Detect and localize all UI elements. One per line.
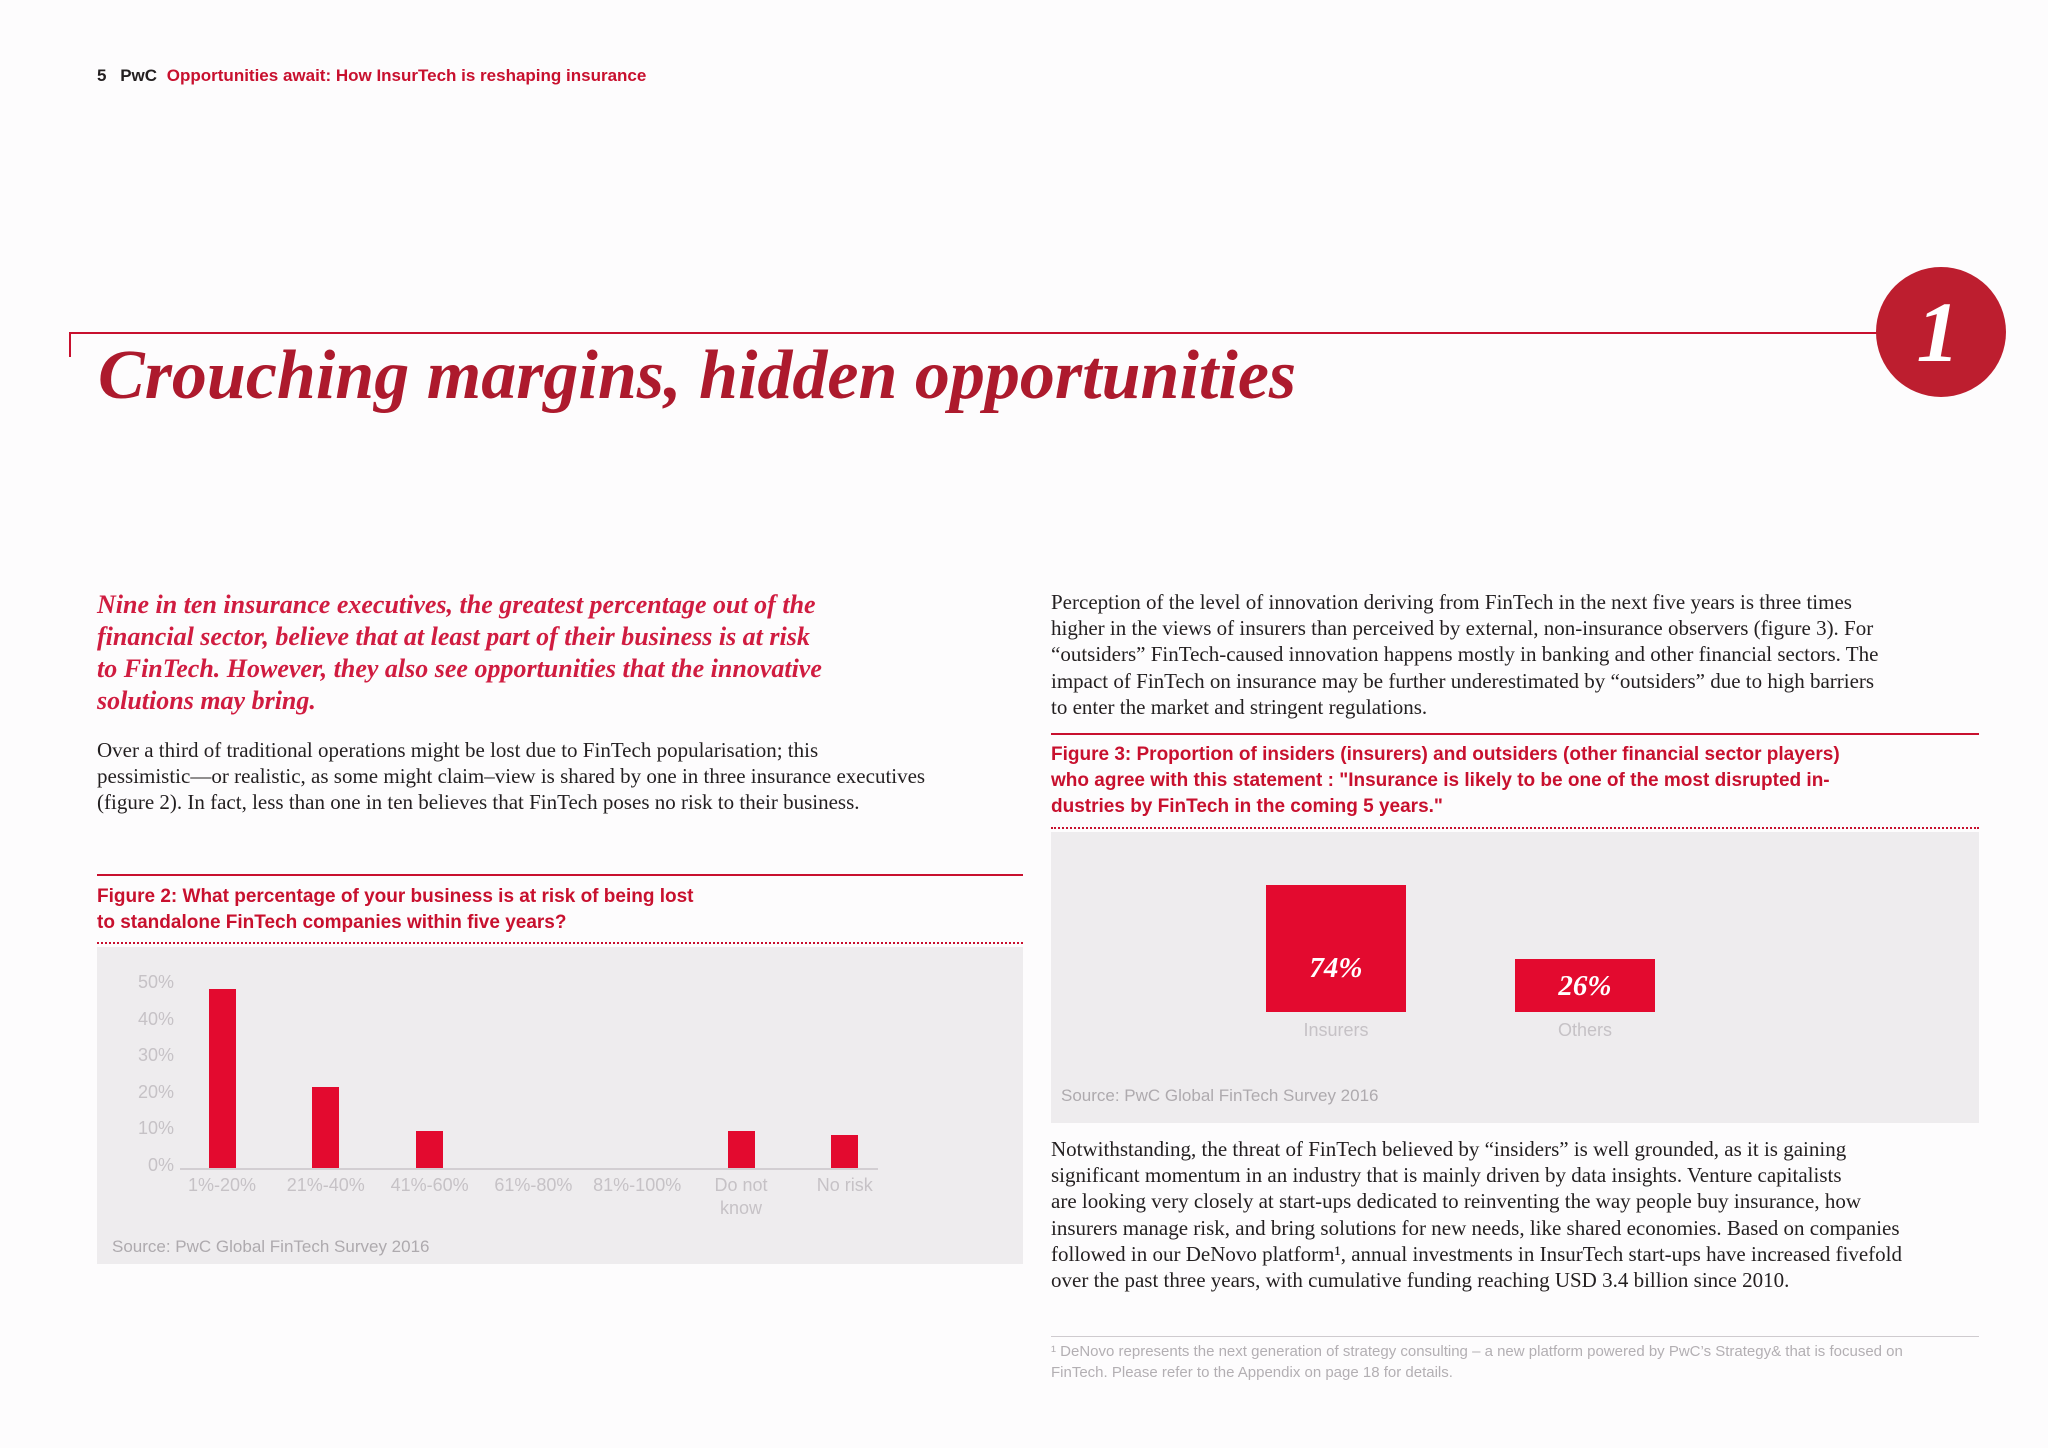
x-category-label: 1%-20% [187,1175,257,1195]
y-axis-tick-label: 20% [137,1081,174,1102]
running-header [97,65,646,87]
right-body-paragraph [1051,1136,1902,1293]
lead-line: to FinTech. However, they also see opportunities that the innovative [97,654,822,683]
body-line: impact of FinTech on insurance may be further underestimated by “outsiders” due to high barriers [1051,668,1875,693]
body-line: insurers manage risk, and bring solutions for new needs, like shared economies. Based on companies [1051,1215,1900,1240]
y-axis-tick-label: 50% [137,972,174,992]
footnote-rule [1051,1336,1979,1337]
body-line: “outsiders” FinTech-caused innovation happens mostly in banking and other financial sectors. The [1051,642,1879,667]
figure-3-title [1051,742,1840,820]
x-category-label: 41%-60% [390,1175,469,1195]
publication-title: Opportunities await: How InsurTech is reshaping insurance [166,66,647,85]
figure-title-line: who agree with this statement : "Insurance is likely to be one of the most disrupted in- [1051,770,1830,791]
x-category-label: Others [1557,1020,1613,1040]
lead-line: financial sector, believe that at least part of their business is at risk [97,622,810,651]
value-label: 74% [1309,952,1363,984]
body-line: significant momentum in an industry that is mainly driven by data insights. Venture capitalists [1051,1163,1842,1188]
chapter-rule-tick [69,332,71,357]
lead-paragraph [97,589,822,717]
figure-2-source: Source: PwC Global FinTech Survey 2016 [112,1237,430,1256]
x-category-label: 81%-100% [593,1175,682,1195]
chapter-number-badge [1876,267,2006,397]
bar-1-20 [209,989,236,1168]
figure-3-source: Source: PwC Global FinTech Survey 2016 [1061,1086,1379,1105]
y-axis-tick-label: 0% [147,1155,174,1175]
body-line: over the past three years, with cumulative funding reaching USD 3.4 billion since 2010. [1051,1268,1790,1293]
page-number: 5 [97,66,107,85]
bar-insurers [1266,885,1406,1012]
x-category-label: 61%-80% [494,1175,573,1195]
figure-3-dotted-rule [1051,827,1979,829]
footnote-line: FinTech. Please refer to the Appendix on page 18 for details. [1051,1364,1453,1381]
chapter-number: 1 [1916,284,1960,380]
body-line: are looking very closely at start-ups dedicated to reinventing the way people buy insurance, how [1051,1189,1861,1214]
x-category-label: Insurers [1303,1020,1369,1040]
figure-title-line: Figure 2: What percentage of your business is at risk of being lost [97,886,694,907]
y-axis-tick-label: 10% [137,1118,174,1139]
body-line: to enter the market and stringent regulations. [1051,694,1428,719]
body-line: (figure 2). In fact, less than one in ten believes that FinTech poses no risk to their business. [97,790,860,814]
body-line: higher in the views of insurers than perceived by external, non-insurance observers (figure 3). For [1051,616,1874,641]
footnote-line: ¹ DeNovo represents the next generation of strategy consulting – a new platform powered by PwC’s Strategy& that is focused on [1051,1343,1903,1360]
body-line: Perception of the level of innovation deriving from FinTech in the next five years is three times [1051,590,1852,614]
body-line: followed in our DeNovo platform¹, annual investments in InsurTech start-ups have increased fivefold [1051,1241,1903,1266]
bar-41-60 [416,1131,443,1168]
x-category-label: No risk [816,1175,873,1195]
lead-line: solutions may bring. [97,686,316,715]
body-line: pessimistic—or realistic, as some might claim–view is shared by one in three insurance executives [97,764,926,788]
bar-do-not-know [728,1131,755,1168]
figure-title-line: dustries by FinTech in the coming 5 years." [1051,796,1443,817]
footnote [1051,1341,1903,1383]
figure-2-chart [97,947,1023,1264]
body-line: Over a third of traditional operations might be lost due to FinTech popularisation; this [97,738,819,762]
figure-3-top-rule [1051,733,1979,735]
figure-title-line: Figure 3: Proportion of insiders (insurers) and outsiders (other financial sector players) [1051,744,1840,765]
x-axis-line [180,1168,878,1170]
value-label: 26% [1558,969,1612,1002]
figure-title-line: to standalone FinTech companies within five years? [97,912,567,933]
x-category-label: Do not know [714,1175,768,1218]
chapter-rule [69,332,1879,334]
figure-2-title [97,884,694,936]
x-category-label: 21%-40% [286,1175,365,1195]
y-axis-tick-label: 40% [137,1008,174,1029]
left-body-paragraph [97,737,925,815]
figure-2-dotted-rule [97,942,1023,944]
figure-3-chart [1051,832,1979,1123]
body-line: Notwithstanding, the threat of FinTech believed by “insiders” is well grounded, as it is gaining [1051,1137,1847,1161]
figure-2-top-rule [97,874,1023,876]
chapter-title: Crouching margins, hidden opportunities [98,337,1297,414]
lead-line: Nine in ten insurance executives, the greatest percentage out of the [97,590,816,619]
y-axis-tick-label: 30% [137,1045,174,1066]
bar-21-40 [312,1087,339,1168]
right-intro-paragraph [1051,589,1878,720]
bar-no-risk [831,1135,858,1168]
brand-name: PwC [120,66,158,85]
